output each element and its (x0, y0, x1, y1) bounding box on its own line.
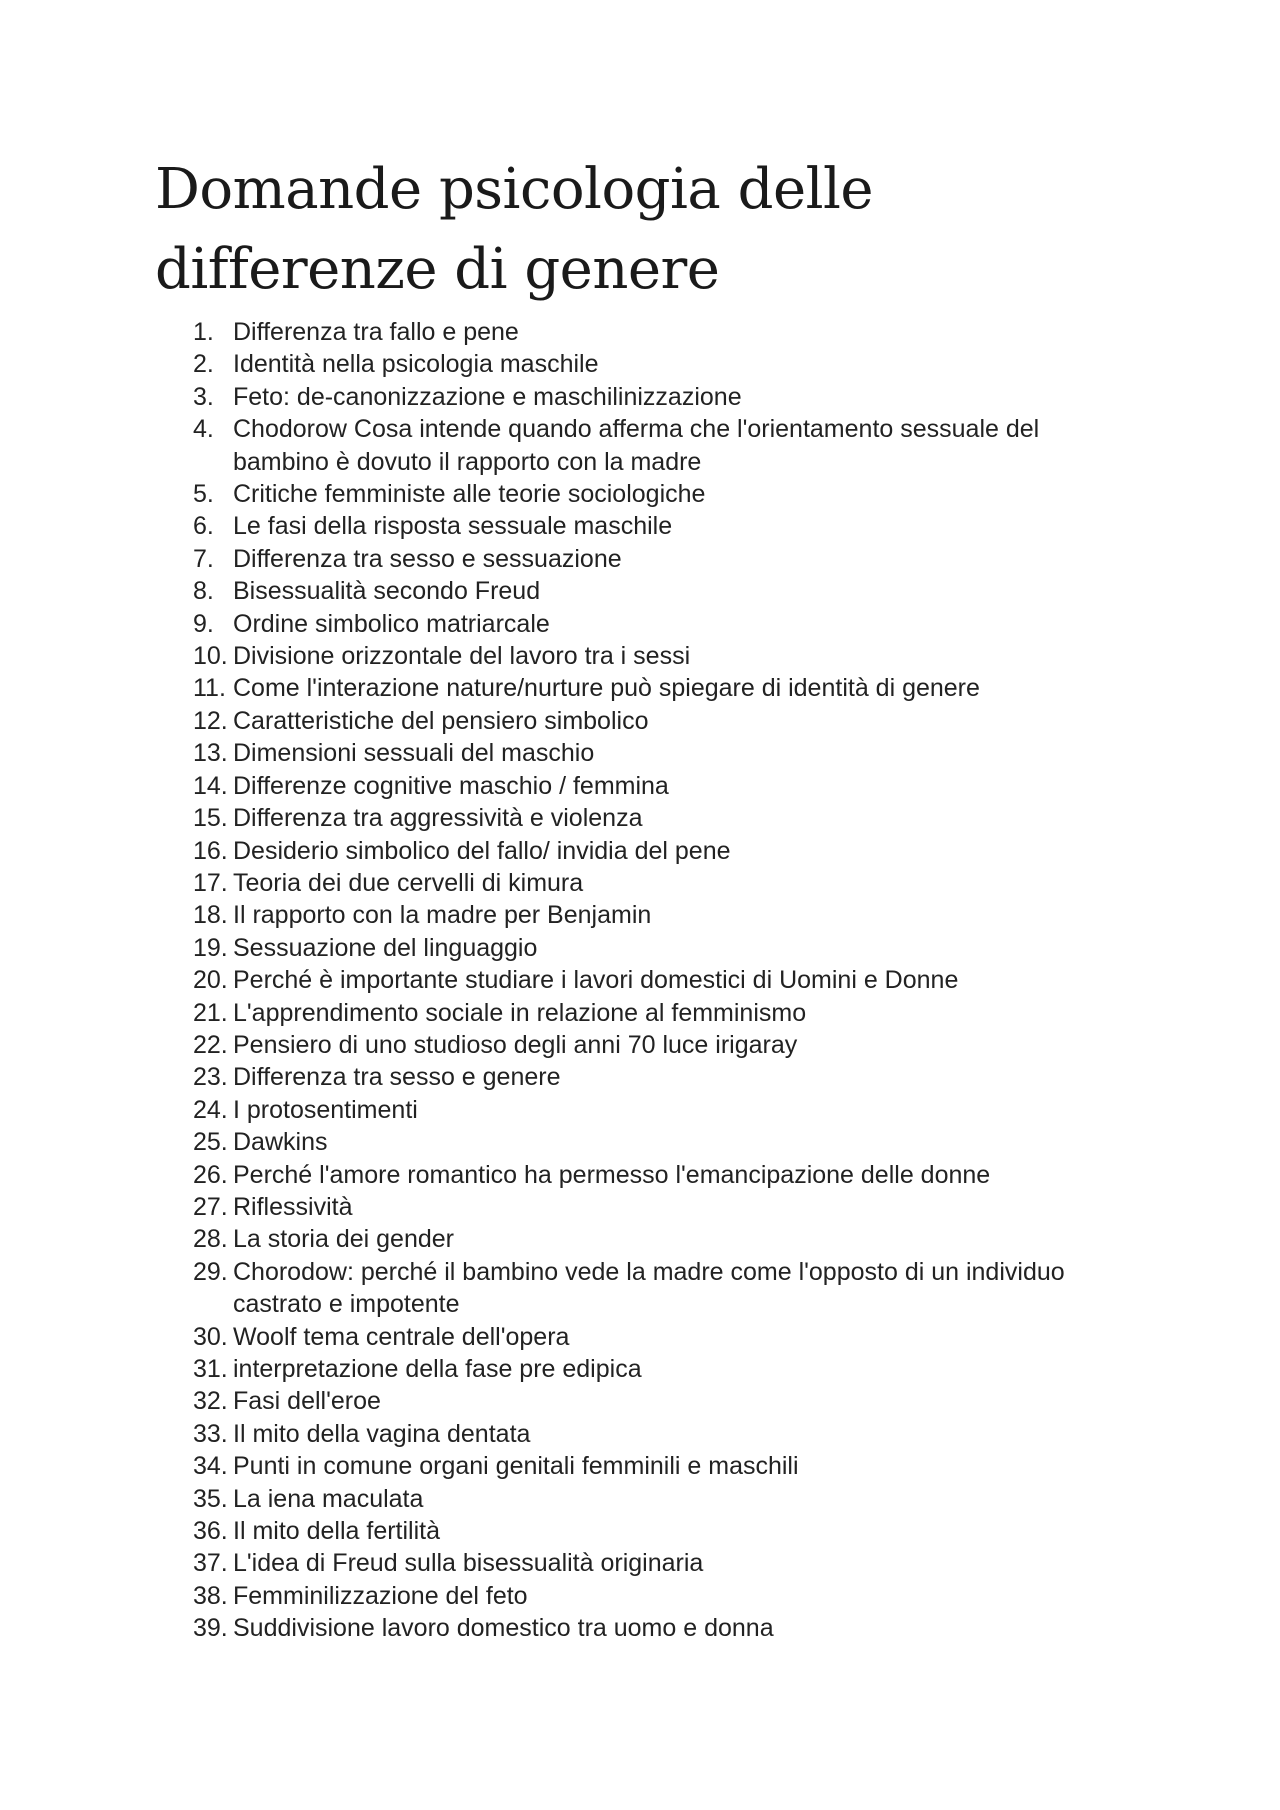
list-item (155, 1450, 1115, 1482)
question-number: 7. (193, 544, 214, 573)
list-item (155, 510, 1115, 542)
list-item (155, 1223, 1115, 1255)
question-text: Le fasi della risposta sessuale maschile (233, 512, 673, 541)
question-text: Suddivisione lavoro domestico tra uomo e donna (233, 1614, 774, 1643)
list-item (155, 543, 1115, 575)
question-number: 24. (193, 1095, 228, 1124)
list-item (155, 348, 1115, 380)
question-number: 23. (193, 1063, 228, 1092)
question-number: 16. (193, 836, 228, 865)
question-number: 21. (193, 998, 228, 1027)
question-number: 6. (193, 512, 214, 541)
question-number: 35. (193, 1484, 228, 1513)
question-text: Dawkins (233, 1128, 328, 1157)
question-number: 3. (193, 382, 214, 411)
list-item (155, 1515, 1115, 1547)
question-text: Riflessività (233, 1192, 353, 1221)
list-item (155, 1061, 1115, 1093)
question-text: Desiderio simbolico del fallo/ invidia del pene (233, 836, 731, 865)
list-item (155, 1547, 1115, 1579)
list-item (155, 1580, 1115, 1612)
list-item (155, 608, 1115, 640)
page-title: Domande psicologia delle differenze di genere (155, 157, 874, 302)
question-text: La iena maculata (233, 1484, 424, 1513)
question-text: Femminilizzazione del feto (233, 1581, 528, 1610)
list-item (155, 1191, 1115, 1223)
question-number: 37. (193, 1549, 228, 1578)
list-item (155, 770, 1115, 802)
question-text: Differenza tra sesso e genere (233, 1063, 561, 1092)
question-number: 27. (193, 1192, 228, 1221)
document-page (155, 150, 1115, 1645)
question-text: Il mito della fertilità (233, 1517, 441, 1546)
question-text: Feto: de-canonizzazione e maschilinizzazione (233, 382, 742, 411)
question-number: 2. (193, 350, 214, 379)
question-number: 18. (193, 901, 228, 930)
question-text: Differenza tra fallo e pene (233, 318, 519, 346)
question-number: 19. (193, 933, 228, 962)
question-number: 4. (193, 415, 214, 444)
list-item (155, 1094, 1115, 1126)
list-item (155, 997, 1115, 1029)
list-item (155, 381, 1115, 413)
question-number: 34. (193, 1452, 228, 1481)
question-text: Come l'interazione nature/nurture può spiegare di identità di genere (233, 674, 980, 703)
question-number: 13. (193, 739, 228, 768)
question-number: 12. (193, 706, 228, 735)
list-item (155, 1418, 1115, 1450)
question-text: Dimensioni sessuali del maschio (233, 739, 595, 768)
list-item (155, 899, 1115, 931)
list-item (155, 964, 1115, 996)
list-item (155, 1385, 1115, 1417)
list-item (155, 802, 1115, 834)
question-number: 17. (193, 868, 228, 897)
list-item (155, 316, 1115, 348)
list-item (155, 737, 1115, 769)
question-text: L'idea di Freud sulla bisessualità originaria (233, 1549, 704, 1578)
question-text: Perché l'amore romantico ha permesso l'emancipazione delle donne (233, 1160, 991, 1189)
question-number: 10. (193, 642, 228, 671)
question-text: La storia dei gender (233, 1225, 454, 1254)
question-number: 11. (193, 674, 226, 703)
question-number: 33. (193, 1419, 228, 1448)
question-text: Sessuazione del linguaggio (233, 933, 538, 962)
list-item (155, 835, 1115, 867)
question-text: Punti in comune organi genitali femminili e maschili (233, 1452, 799, 1481)
question-number: 14. (193, 771, 228, 800)
question-number: 8. (193, 577, 214, 606)
question-number: 31. (193, 1355, 228, 1383)
list-item (155, 867, 1115, 899)
list-item (155, 705, 1115, 737)
question-number: 1. (193, 318, 214, 346)
question-number: 28. (193, 1225, 228, 1254)
question-text: Differenza tra aggressività e violenza (233, 804, 643, 833)
question-text: Il mito della vagina dentata (233, 1419, 531, 1448)
question-text: Fasi dell'eroe (233, 1387, 381, 1416)
list-item (155, 1483, 1115, 1515)
question-text: Bisessualità secondo Freud (233, 577, 541, 606)
question-number: 26. (193, 1160, 228, 1189)
question-text: Caratteristiche del pensiero simbolico (233, 706, 649, 735)
question-text: Woolf tema centrale dell'opera (233, 1322, 570, 1351)
question-number: 29. (193, 1257, 228, 1286)
question-text: Differenze cognitive maschio / femmina (233, 771, 669, 800)
question-text: Divisione orizzontale del lavoro tra i sessi (233, 642, 691, 671)
list-item (155, 1029, 1115, 1061)
question-text: Perché è importante studiare i lavori domestici di Uomini e Donne (233, 966, 959, 995)
question-text: Ordine simbolico matriarcale (233, 609, 550, 638)
list-item (155, 672, 1115, 704)
question-number: 38. (193, 1581, 228, 1610)
question-number: 9. (193, 609, 214, 638)
question-number: 32. (193, 1387, 228, 1416)
question-text: I protosentimenti (233, 1095, 418, 1124)
question-text: Teoria dei due cervelli di kimura (233, 868, 584, 897)
question-number: 39. (193, 1614, 228, 1643)
question-text: interpretazione della fase pre edipica (233, 1355, 642, 1383)
list-item (155, 640, 1115, 672)
list-item (155, 932, 1115, 964)
question-text: Chodorow Cosa intende quando afferma che l'orientamento sessuale del bambino è dovuto il rapporto con la madre (233, 415, 1040, 476)
question-number: 20. (193, 966, 228, 995)
list-item (155, 478, 1115, 510)
list-item (155, 1256, 1115, 1321)
list-item (155, 1353, 1115, 1385)
list-item (155, 575, 1115, 607)
question-text: Il rapporto con la madre per Benjamin (233, 901, 652, 930)
question-number: 36. (193, 1517, 228, 1546)
list-item (155, 1159, 1115, 1191)
list-item (155, 1126, 1115, 1158)
question-text: L'apprendimento sociale in relazione al femminismo (233, 998, 807, 1027)
list-item (155, 1321, 1115, 1353)
question-number: 22. (193, 1030, 228, 1059)
question-text: Differenza tra sesso e sessuazione (233, 544, 622, 573)
question-text: Critiche femministe alle teorie sociologiche (233, 480, 706, 509)
question-number: 25. (193, 1128, 228, 1157)
list-item (155, 1612, 1115, 1644)
question-list (155, 316, 1115, 1645)
question-text: Pensiero di uno studioso degli anni 70 luce irigaray (233, 1030, 798, 1059)
question-text: Identità nella psicologia maschile (233, 350, 599, 379)
question-number: 30. (193, 1322, 228, 1351)
list-item (155, 413, 1115, 478)
question-number: 15. (193, 804, 228, 833)
question-text: Chorodow: perché il bambino vede la madre come l'opposto di un individuo castrato e impotente (233, 1257, 1065, 1319)
question-number: 5. (193, 480, 214, 509)
